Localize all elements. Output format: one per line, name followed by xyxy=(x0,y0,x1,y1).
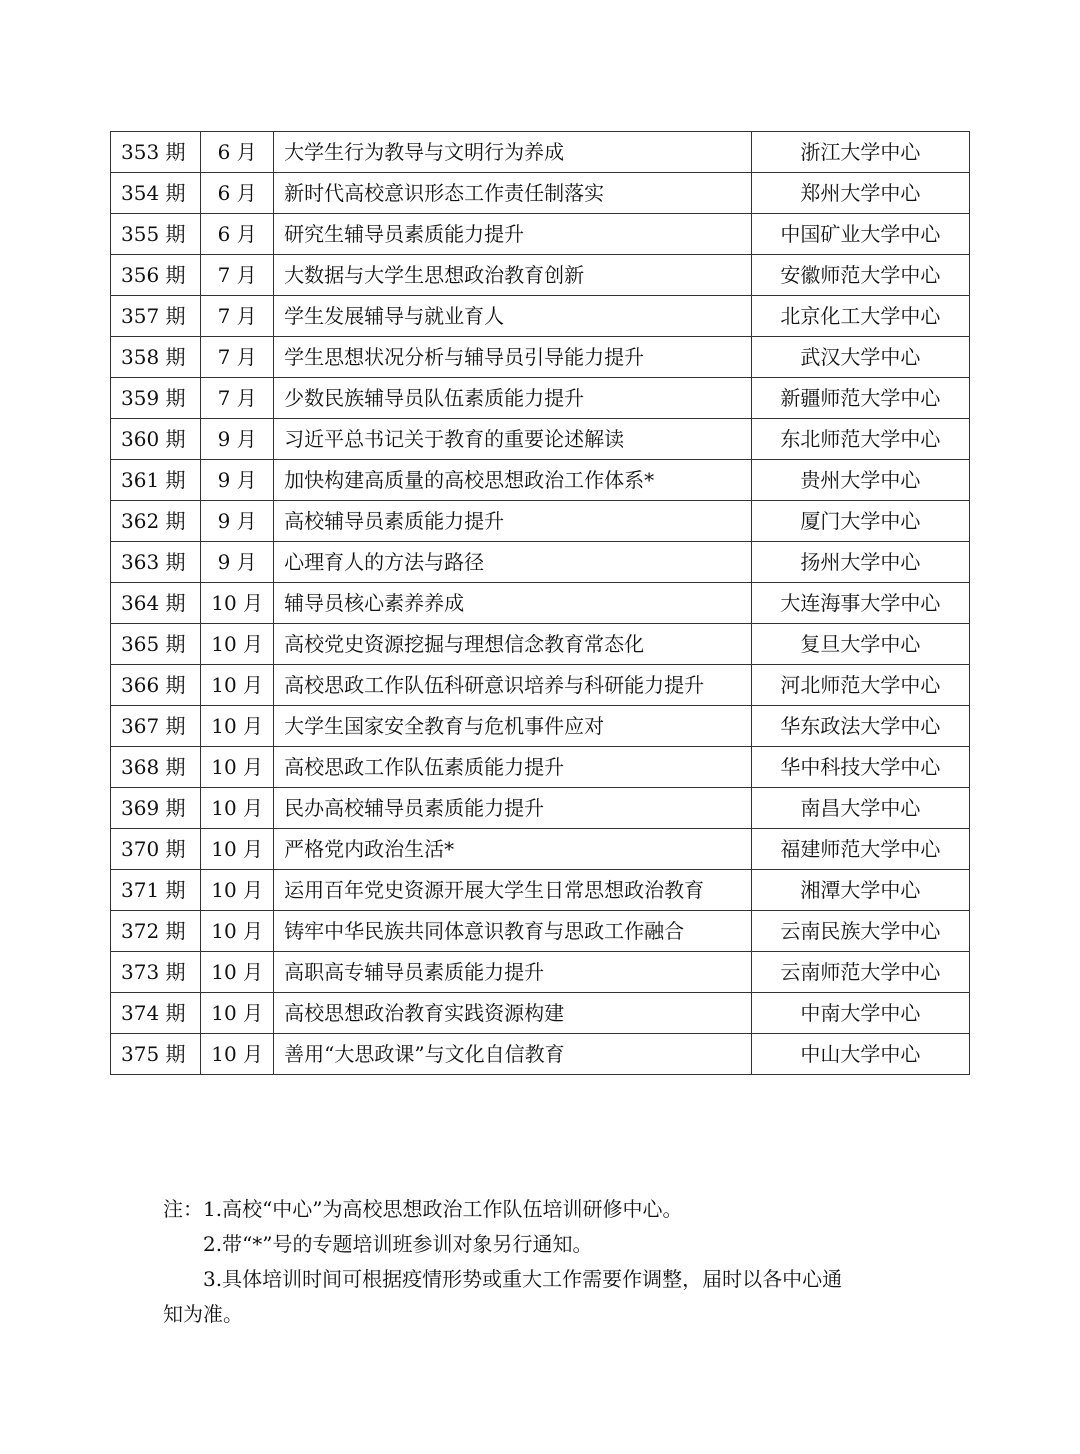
table-row xyxy=(111,829,970,870)
session-topic: 高职高专辅导员素质能力提升 xyxy=(274,952,752,993)
session-number: 358 期 xyxy=(111,337,201,378)
session-month: 10 月 xyxy=(201,993,274,1034)
table-row xyxy=(111,1034,970,1075)
session-number: 355 期 xyxy=(111,214,201,255)
session-topic: 民办高校辅导员素质能力提升 xyxy=(274,788,752,829)
session-month: 9 月 xyxy=(201,460,274,501)
host-center: 大连海事大学中心 xyxy=(751,583,969,624)
table-row xyxy=(111,747,970,788)
host-center: 河北师范大学中心 xyxy=(751,665,969,706)
table-row xyxy=(111,255,970,296)
table-row xyxy=(111,542,970,583)
host-center: 中南大学中心 xyxy=(751,993,969,1034)
session-topic: 严格党内政治生活* xyxy=(274,829,752,870)
session-number: 374 期 xyxy=(111,993,201,1034)
session-topic: 铸牢中华民族共同体意识教育与思政工作融合 xyxy=(274,911,752,952)
note-1: 注：1.高校“中心”为高校思想政治工作队伍培训研修中心。 xyxy=(163,1197,683,1221)
note-2: 2.带“*”号的专题培训班参训对象另行通知。 xyxy=(203,1232,593,1256)
session-month: 10 月 xyxy=(201,583,274,624)
session-topic: 加快构建高质量的高校思想政治工作体系* xyxy=(274,460,752,501)
session-month: 10 月 xyxy=(201,665,274,706)
session-number: 370 期 xyxy=(111,829,201,870)
host-center: 厦门大学中心 xyxy=(751,501,969,542)
host-center: 南昌大学中心 xyxy=(751,788,969,829)
session-month: 10 月 xyxy=(201,706,274,747)
table-row xyxy=(111,911,970,952)
session-topic: 大学生国家安全教育与危机事件应对 xyxy=(274,706,752,747)
session-number: 367 期 xyxy=(111,706,201,747)
table-row xyxy=(111,337,970,378)
session-number: 366 期 xyxy=(111,665,201,706)
session-month: 10 月 xyxy=(201,911,274,952)
table-row xyxy=(111,624,970,665)
session-number: 356 期 xyxy=(111,255,201,296)
host-center: 湘潭大学中心 xyxy=(751,870,969,911)
host-center: 郑州大学中心 xyxy=(751,173,969,214)
session-number: 360 期 xyxy=(111,419,201,460)
session-month: 10 月 xyxy=(201,788,274,829)
session-month: 10 月 xyxy=(201,747,274,788)
session-month: 7 月 xyxy=(201,296,274,337)
host-center: 北京化工大学中心 xyxy=(751,296,969,337)
session-topic: 辅导员核心素养养成 xyxy=(274,583,752,624)
table-row xyxy=(111,952,970,993)
host-center: 东北师范大学中心 xyxy=(751,419,969,460)
session-month: 9 月 xyxy=(201,501,274,542)
host-center: 云南师范大学中心 xyxy=(751,952,969,993)
host-center: 安徽师范大学中心 xyxy=(751,255,969,296)
host-center: 华中科技大学中心 xyxy=(751,747,969,788)
host-center: 扬州大学中心 xyxy=(751,542,969,583)
session-topic: 大学生行为教导与文明行为养成 xyxy=(274,132,752,173)
host-center: 武汉大学中心 xyxy=(751,337,969,378)
session-topic: 学生发展辅导与就业育人 xyxy=(274,296,752,337)
session-number: 359 期 xyxy=(111,378,201,419)
session-month: 10 月 xyxy=(201,624,274,665)
session-topic: 高校思政工作队伍科研意识培养与科研能力提升 xyxy=(274,665,752,706)
session-number: 375 期 xyxy=(111,1034,201,1075)
session-topic: 运用百年党史资源开展大学生日常思想政治教育 xyxy=(274,870,752,911)
host-center: 云南民族大学中心 xyxy=(751,911,969,952)
table-row xyxy=(111,460,970,501)
session-number: 369 期 xyxy=(111,788,201,829)
session-month: 6 月 xyxy=(201,173,274,214)
session-month: 10 月 xyxy=(201,1034,274,1075)
table-row xyxy=(111,214,970,255)
session-month: 10 月 xyxy=(201,952,274,993)
session-number: 371 期 xyxy=(111,870,201,911)
session-number: 373 期 xyxy=(111,952,201,993)
host-center: 福建师范大学中心 xyxy=(751,829,969,870)
session-number: 354 期 xyxy=(111,173,201,214)
session-number: 361 期 xyxy=(111,460,201,501)
session-number: 353 期 xyxy=(111,132,201,173)
note-3: 3.具体培训时间可根据疫情形势或重大工作需要作调整，届时以各中心通 xyxy=(203,1267,843,1291)
session-month: 9 月 xyxy=(201,542,274,583)
session-month: 10 月 xyxy=(201,870,274,911)
session-topic: 高校党史资源挖掘与理想信念教育常态化 xyxy=(274,624,752,665)
host-center: 新疆师范大学中心 xyxy=(751,378,969,419)
session-topic: 高校思政工作队伍素质能力提升 xyxy=(274,747,752,788)
table-row xyxy=(111,419,970,460)
host-center: 华东政法大学中心 xyxy=(751,706,969,747)
session-number: 364 期 xyxy=(111,583,201,624)
table-row xyxy=(111,501,970,542)
table-row xyxy=(111,378,970,419)
session-number: 368 期 xyxy=(111,747,201,788)
table-row xyxy=(111,583,970,624)
session-topic: 少数民族辅导员队伍素质能力提升 xyxy=(274,378,752,419)
session-topic: 大数据与大学生思想政治教育创新 xyxy=(274,255,752,296)
session-month: 10 月 xyxy=(201,829,274,870)
table-row xyxy=(111,993,970,1034)
host-center: 贵州大学中心 xyxy=(751,460,969,501)
session-topic: 习近平总书记关于教育的重要论述解读 xyxy=(274,419,752,460)
table-row xyxy=(111,296,970,337)
host-center: 浙江大学中心 xyxy=(751,132,969,173)
table-row xyxy=(111,788,970,829)
session-topic: 高校思想政治教育实践资源构建 xyxy=(274,993,752,1034)
session-number: 365 期 xyxy=(111,624,201,665)
session-topic: 心理育人的方法与路径 xyxy=(274,542,752,583)
session-month: 6 月 xyxy=(201,132,274,173)
notes xyxy=(163,1192,923,1332)
note-3-continued: 知为准。 xyxy=(163,1302,243,1326)
session-topic: 研究生辅导员素质能力提升 xyxy=(274,214,752,255)
host-center: 中国矿业大学中心 xyxy=(751,214,969,255)
session-month: 9 月 xyxy=(201,419,274,460)
session-number: 372 期 xyxy=(111,911,201,952)
session-month: 7 月 xyxy=(201,378,274,419)
table-row xyxy=(111,173,970,214)
table-body xyxy=(111,132,970,1075)
session-topic: 新时代高校意识形态工作责任制落实 xyxy=(274,173,752,214)
table-row xyxy=(111,132,970,173)
session-month: 7 月 xyxy=(201,337,274,378)
session-number: 357 期 xyxy=(111,296,201,337)
training-schedule-table xyxy=(110,131,970,1075)
session-topic: 高校辅导员素质能力提升 xyxy=(274,501,752,542)
session-number: 362 期 xyxy=(111,501,201,542)
host-center: 复旦大学中心 xyxy=(751,624,969,665)
session-month: 6 月 xyxy=(201,214,274,255)
host-center: 中山大学中心 xyxy=(751,1034,969,1075)
session-topic: 善用“大思政课”与文化自信教育 xyxy=(274,1034,752,1075)
session-month: 7 月 xyxy=(201,255,274,296)
session-number: 363 期 xyxy=(111,542,201,583)
session-topic: 学生思想状况分析与辅导员引导能力提升 xyxy=(274,337,752,378)
table-row xyxy=(111,665,970,706)
table-row xyxy=(111,870,970,911)
table-row xyxy=(111,706,970,747)
